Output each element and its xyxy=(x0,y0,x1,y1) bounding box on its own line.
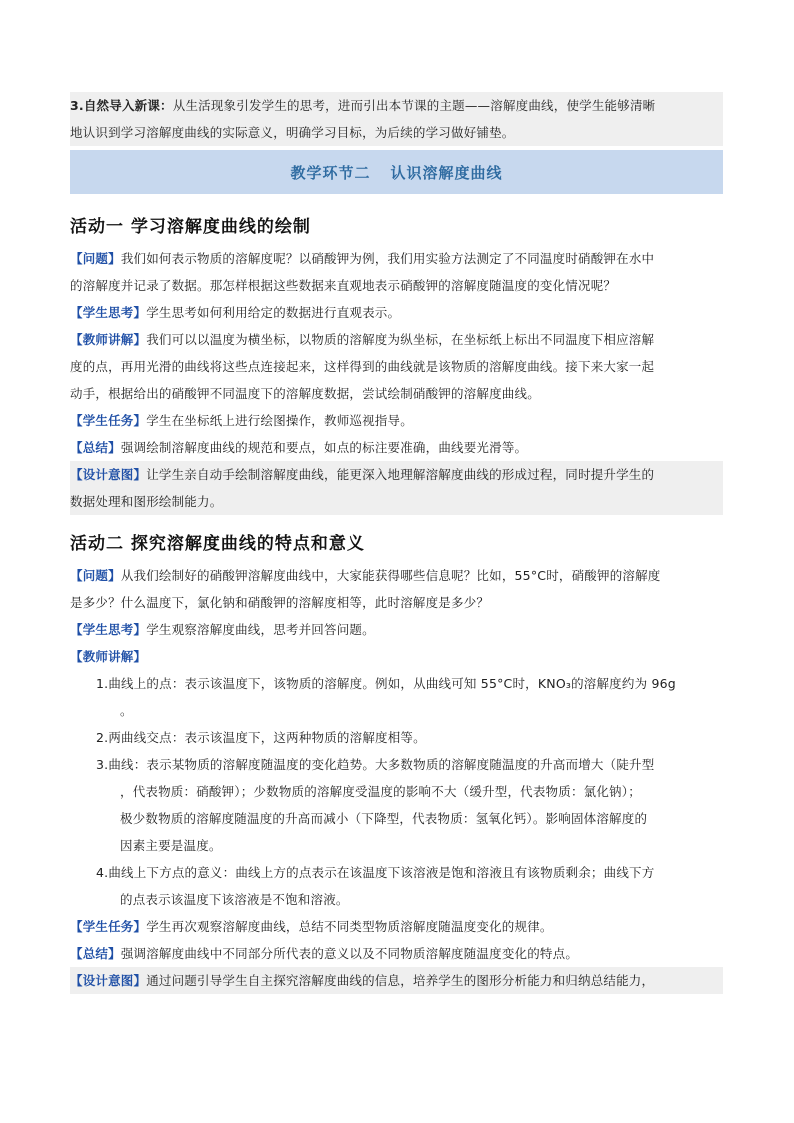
document-page xyxy=(70,92,723,994)
intro-label: 3.自然导入新课： xyxy=(70,98,173,113)
a1-design-line-2: 数据处理和图形绘制能力。 xyxy=(70,494,223,509)
section-banner xyxy=(70,150,723,194)
a2-item-4-line-2: 的点表示该温度下该溶液是不饱和溶液。 xyxy=(120,892,349,907)
a2-item-3-line-2: ，代表物质：硝酸钾）；少数物质的溶解度受温度的影响不大（缓升型，代表物质：氯化钠）； xyxy=(120,784,641,799)
a1-design-line-1: 【设计意图】让学生亲自动手绘制溶解度曲线，能更深入地理解溶解度曲线的形成过程，同时提升学生的 xyxy=(70,467,655,482)
a2-student-think: 【学生思考】学生观察溶解度曲线，思考并回答问题。 xyxy=(70,622,375,637)
a2-item-2: 2.两曲线交点：表示该温度下，这两种物质的溶解度相等。 xyxy=(96,730,426,745)
intro-line-2: 地认识到学习溶解度曲线的实际意义，明确学习目标，为后续的学习做好铺垫。 xyxy=(70,125,515,140)
a1-design-block xyxy=(70,461,723,515)
a1-question-line-2: 的溶解度并记录了数据。那怎样根据这些数据来直观地表示硝酸钾的溶解度随温度的变化情况呢？ xyxy=(70,278,617,293)
a2-design-line-1: 【设计意图】通过问题引导学生自主探究溶解度曲线的信息，培养学生的图形分析能力和归纳总结能力， xyxy=(70,973,655,988)
a1-summary: 【总结】强调绘制溶解度曲线的规范和要点，如点的标注要准确，曲线要光滑等。 xyxy=(70,440,528,455)
a2-item-1-line-1: 1.曲线上的点：表示该温度下，该物质的溶解度。例如，从曲线可知 55°C时，KNO₃的溶解度约为 96g xyxy=(96,676,676,691)
activity2-heading: 活动二 探究溶解度曲线的特点和意义 xyxy=(70,534,365,554)
a1-teacher-line-2: 度的点，再用光滑的曲线将这些点连接起来，这样得到的曲线就是该物质的溶解度曲线。接下来大家一起 xyxy=(70,359,655,374)
a1-teacher-line-3: 动手，根据给出的硝酸钾不同温度下的溶解度数据，尝试绘制硝酸钾的溶解度曲线。 xyxy=(70,386,540,401)
activity1-heading: 活动一 学习溶解度曲线的绘制 xyxy=(70,217,311,237)
a1-question-line-1: 【问题】我们如何表示物质的溶解度呢？以硝酸钾为例，我们用实验方法测定了不同温度时硝酸钾在水中 xyxy=(70,251,655,266)
a2-item-3-line-3: 极少数物质的溶解度随温度的升高而减小（下降型，代表物质：氢氧化钙）。影响固体溶解度的 xyxy=(120,811,648,826)
a2-item-1-line-2: 。 xyxy=(120,703,133,718)
banner-part-2: 认识溶解度曲线 xyxy=(390,163,503,182)
a1-teacher-line-1: 【教师讲解】我们可以以温度为横坐标，以物质的溶解度为纵坐标，在坐标纸上标出不同温度下相应溶解 xyxy=(70,332,655,347)
a2-design-block xyxy=(70,967,723,994)
a2-summary: 【总结】强调溶解度曲线中不同部分所代表的意义以及不同物质溶解度随温度变化的特点。 xyxy=(70,946,579,961)
intro-line-1: 3.自然导入新课：从生活现象引发学生的思考，进而引出本节课的主题——溶解度曲线，使学生能够清晰 xyxy=(70,98,656,113)
a2-teacher-tag: 【教师讲解】 xyxy=(70,649,147,664)
a1-student-think: 【学生思考】学生思考如何利用给定的数据进行直观表示。 xyxy=(70,305,401,320)
intro-block xyxy=(70,92,723,146)
a2-question-line-2: 是多少？什么温度下，氯化钠和硝酸钾的溶解度相等，此时溶解度是多少？ xyxy=(70,595,490,610)
a2-student-task: 【学生任务】学生再次观察溶解度曲线，总结不同类型物质溶解度随温度变化的规律。 xyxy=(70,919,553,934)
a2-question-line-1: 【问题】从我们绘制好的硝酸钾溶解度曲线中，大家能获得哪些信息呢？比如，55°C时，硝酸钾的溶解度 xyxy=(70,568,661,583)
a1-student-task: 【学生任务】学生在坐标纸上进行绘图操作，教师巡视指导。 xyxy=(70,413,413,428)
a2-item-3-line-4: 因素主要是温度。 xyxy=(120,838,222,853)
a2-item-3-line-1: 3.曲线：表示某物质的溶解度随温度的变化趋势。大多数物质的溶解度随温度的升高而增大（陡升型 xyxy=(96,757,655,772)
a2-item-4-line-1: 4.曲线上下方点的意义：曲线上方的点表示在该温度下该溶液是饱和溶液且有该物质剩余；曲线下方 xyxy=(96,865,655,880)
banner-part-1: 教学环节二 xyxy=(290,163,371,182)
